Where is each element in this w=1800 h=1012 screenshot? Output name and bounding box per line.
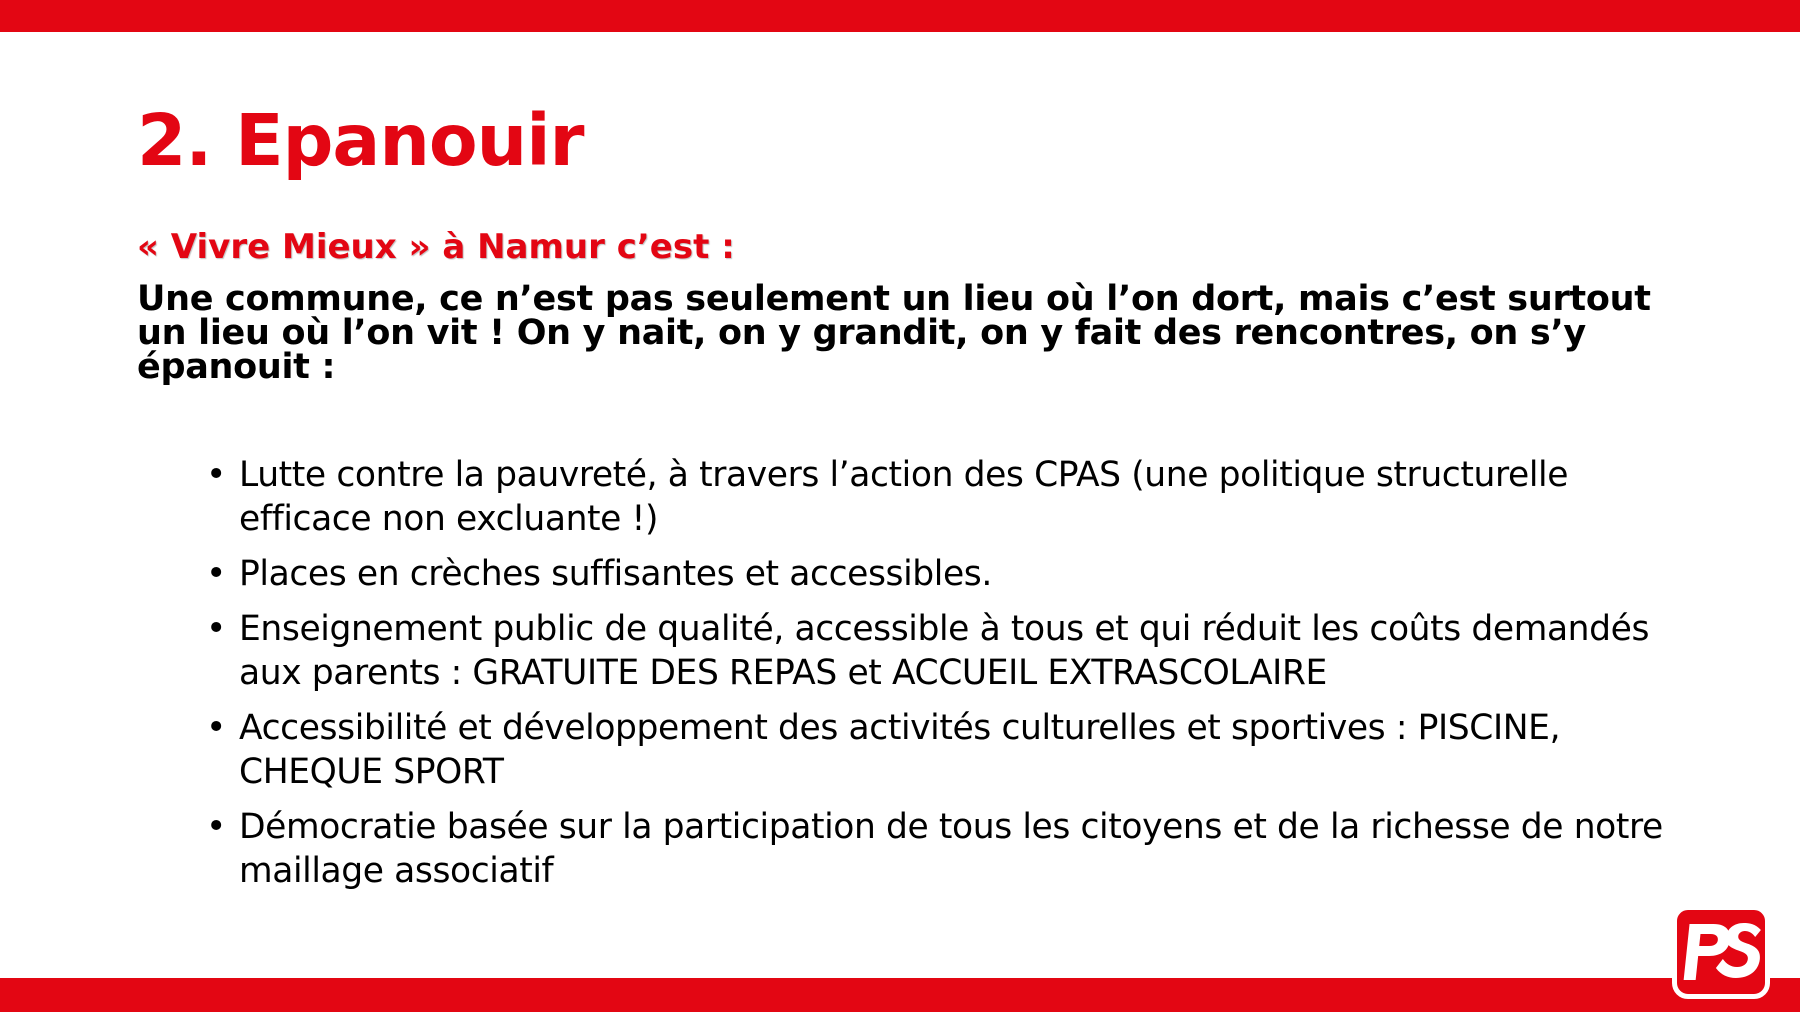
bullet-list [200, 453, 1680, 904]
list-item-text: Enseignement public de qualité, accessible à tous et qui réduit les coûts demandés aux parents : GRATUITE DES REPAS et ACCUEIL EXTRASCOLAIRE [239, 609, 1650, 693]
list-item [200, 552, 1680, 596]
bullet-dot: • [206, 807, 226, 847]
ps-logo-glyph [1677, 910, 1765, 994]
bullet-dot: • [206, 554, 226, 594]
list-item [200, 607, 1680, 695]
bullet-dot: • [206, 609, 226, 649]
list-item-text: Démocratie basée sur la participation de tous les citoyens et de la richesse de notre maillage associatif [239, 807, 1663, 891]
list-item [200, 805, 1680, 893]
list-item [200, 453, 1680, 541]
list-item-text: Places en crèches suffisantes et accessibles. [239, 554, 992, 594]
list-item-text: Lutte contre la pauvreté, à travers l’action des CPAS (une politique structurelle efficace non excluante !) [239, 455, 1569, 539]
bottom-red-bar [0, 978, 1800, 1012]
bullet-dot: • [206, 455, 226, 495]
intro-paragraph: Une commune, ce n’est pas seulement un lieu où l’on dort, mais c’est surtout un lieu où l’on vit ! On y nait, on y grandit, on y fait des rencontres, on s’y épanouit : [137, 279, 1651, 387]
top-red-bar [0, 0, 1800, 32]
slide-subtitle: « Vivre Mieux » à Namur c’est : [137, 227, 735, 267]
slide-title: 2. Epanouir [137, 99, 584, 182]
list-item-text: Accessibilité et développement des activités culturelles et sportives : PISCINE, CHEQUE SPORT [239, 708, 1561, 792]
bullet-dot: • [206, 708, 226, 748]
list-item [200, 706, 1680, 794]
ps-logo-icon [1672, 905, 1770, 999]
